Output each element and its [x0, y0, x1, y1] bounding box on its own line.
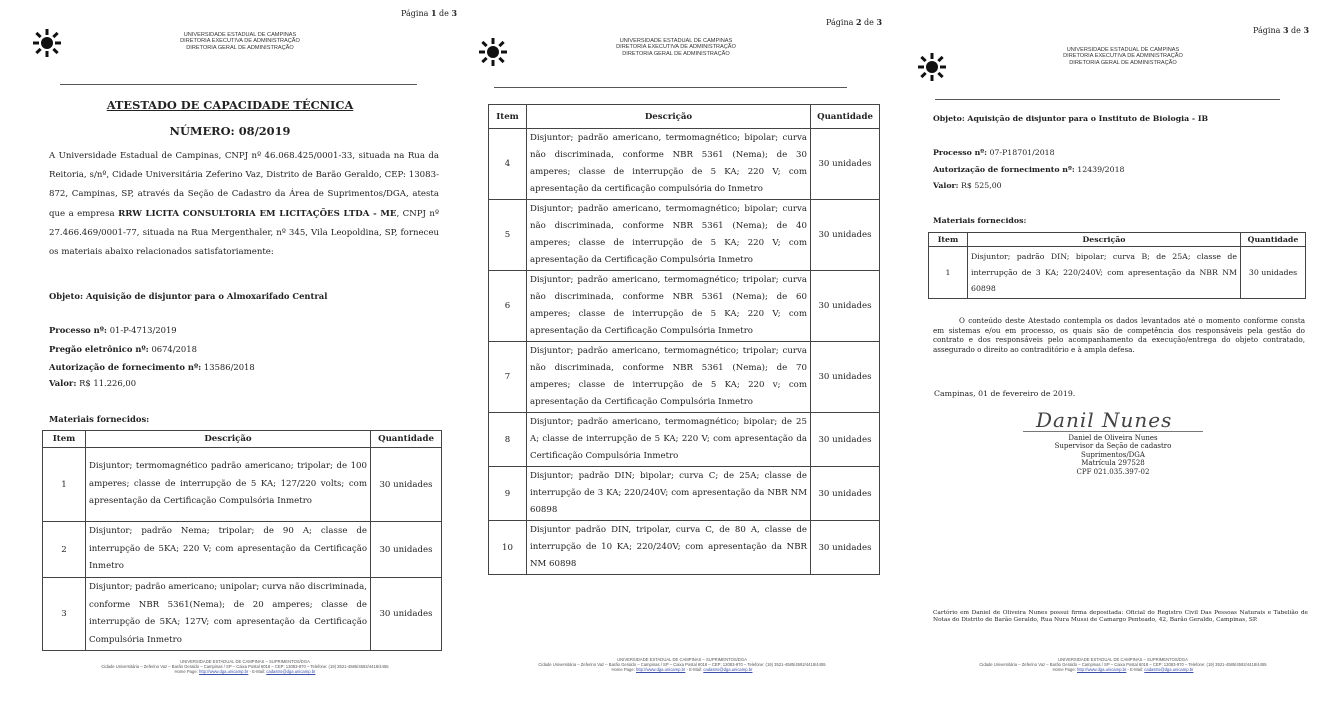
- table-row: [43, 522, 442, 578]
- unicamp-logo-icon: [917, 52, 947, 82]
- autorizacao-line: Autorização de fornecimento nº: 13586/2018: [49, 362, 255, 372]
- table-row: [489, 129, 880, 200]
- row-description: Disjuntor padrão DIN, tripolar, curva C, de 80 A, classe de interrupção de 10 KA; 220/240V; com apresentação da NBR NM 60898: [527, 521, 811, 575]
- page-number: Página 1 de 3: [401, 8, 458, 18]
- row-quantity: 30 unidades: [811, 467, 880, 521]
- cartorio-note: Cartório em Daniel de Oliveira Nunes possui firma depositada: Oficial do Registro Civil Das Pessoas Naturais e Tabelião de Notas do Distrito de Barão Geraldo, Rua Nura Mussi de Camargo Penteado, 42, Barão Geraldo, Campinas, SP.: [933, 610, 1308, 623]
- table-row: [43, 448, 442, 522]
- row-item: 4: [489, 129, 527, 200]
- row-quantity: 30 unidades: [811, 129, 880, 200]
- col-header-descricao: Descrição: [86, 431, 371, 448]
- valor-line: Valor: R$ 525,00: [933, 181, 1002, 190]
- col-header-item: Item: [489, 105, 527, 129]
- col-header-quantidade: Quantidade: [371, 431, 442, 448]
- table-row: [489, 200, 880, 271]
- row-item: 2: [43, 522, 86, 578]
- materials-table: [42, 430, 442, 651]
- table-header-row: [489, 105, 880, 129]
- row-item: 3: [43, 578, 86, 651]
- row-quantity: 30 unidades: [811, 342, 880, 413]
- row-item: 10: [489, 521, 527, 575]
- row-description: Disjuntor; padrão DIN; bipolar; curva B; de 25A; classe de interrupção de 3 KA; 220/240V; com apresentação da NBR NM 60898: [968, 247, 1241, 299]
- objeto-line: Objeto: Aquisição de disjuntor para o Instituto de Biologia - IB: [933, 114, 1209, 123]
- col-header-item: Item: [43, 431, 86, 448]
- objeto-line: Objeto: Aquisição de disjuntor para o Almoxarifado Central: [49, 291, 328, 301]
- row-item: 6: [489, 271, 527, 342]
- row-quantity: 30 unidades: [371, 578, 442, 651]
- row-quantity: 30 unidades: [811, 521, 880, 575]
- footer-email-link[interactable]: cadastro@dga.unicamp.br: [266, 669, 316, 674]
- row-item: 9: [489, 467, 527, 521]
- row-item: 7: [489, 342, 527, 413]
- page-number: Página 2 de 3: [826, 17, 883, 27]
- col-header-item: Item: [929, 233, 968, 247]
- valor-line: Valor: R$ 11.226,00: [49, 378, 137, 388]
- col-header-descricao: Descrição: [527, 105, 811, 129]
- row-description: Disjuntor; termomagnético padrão americano; tripolar; de 100 amperes; classe de interrupção de 5 KA; 127/220 volts; com apresentação da Certificação Compulsória Inmetro: [86, 448, 371, 522]
- handwritten-signature: Danil Nunes: [1036, 408, 1173, 432]
- footer-homepage-link[interactable]: http://www.dga.unicamp.br: [198, 669, 249, 674]
- table-row: [489, 342, 880, 413]
- processo-line: Processo nº: 01-P-4713/2019: [49, 325, 177, 335]
- document-page-1: [0, 0, 460, 700]
- document-page-2: [460, 0, 900, 700]
- institution-header: UNIVERSIDADE ESTADUAL DE CAMPINAS DIRETORIA EXECUTIVA DE ADMINISTRAÇÃO DIRETORIA GERAL DE ADMINISTRAÇÃO: [180, 32, 300, 51]
- row-quantity: 30 unidades: [1241, 247, 1306, 299]
- unicamp-logo-icon: [32, 28, 62, 58]
- table-header-row: [929, 233, 1306, 247]
- row-item: 1: [929, 247, 968, 299]
- row-quantity: 30 unidades: [371, 448, 442, 522]
- row-description: Disjuntor; padrão americano, termomagnético; bipolar; curva não discriminada, conforme NBR 5361 (Nema); de 40 amperes; classe de interrupção de 5 KA; 220 V; com apresentação da Certificação Compulsória Inmetro: [527, 200, 811, 271]
- table-row: [929, 247, 1306, 299]
- table-row: [489, 467, 880, 521]
- row-item: 8: [489, 413, 527, 467]
- row-description: Disjuntor; padrão americano, termomagnético; bipolar; curva não discriminada, conforme NBR 5361 (Nema); de 30 amperes; classe de interrupção de 5 KA; 220 V; com apresentação da certificação compulsória do Inmetro: [527, 129, 811, 200]
- row-description: Disjuntor; padrão americano, termomagnético; tripolar; curva não discriminada, conforme NBR 5361 (Nema); de 70 amperes; classe de interrupção de 5 KA; 220 v; com apresentação da Certificação Compulsória Inmetro: [527, 342, 811, 413]
- intro-paragraph: A Universidade Estadual de Campinas, CNPJ nº 46.068.425/0001-33, situada na Rua da Reitoria, s/nº, Cidade Universitária Zeferino Vaz, Distrito de Barão Geraldo, CEP: 13083-872, Campinas, SP, através da Seção de Cadastro da Área de Suprimentos/DGA, atesta que a empresa RRW LICITA CONSULTORIA EM LICITAÇÕES LTDA - ME, CNPJ nº 27.466.469/0001-77, situada na Rua Mergenthaler, nº 345, Vila Leopoldina, SP, forneceu os materiais abaixo relacionados satisfatoriamente:: [49, 151, 439, 258]
- institution-header: UNIVERSIDADE ESTADUAL DE CAMPINAS DIRETORIA EXECUTIVA DE ADMINISTRAÇÃO DIRETORIA GERAL DE ADMINISTRAÇÃO: [616, 38, 736, 57]
- materials-table: [488, 104, 880, 575]
- row-quantity: 30 unidades: [371, 522, 442, 578]
- col-header-descricao: Descrição: [968, 233, 1241, 247]
- table-row: [489, 521, 880, 575]
- row-item: 5: [489, 200, 527, 271]
- table-header-row: [43, 431, 442, 448]
- pregao-line: Pregão eletrônico nº: 0674/2018: [49, 344, 197, 354]
- footer-homepage-link[interactable]: http://www.dga.unicamp.br: [635, 667, 686, 672]
- materials-table: [928, 232, 1306, 299]
- row-description: Disjuntor; padrão DIN; bipolar; curva C; de 25A; classe de interrupção de 3 KA; 220/240V; com apresentação da NBR NM 60898: [527, 467, 811, 521]
- row-quantity: 30 unidades: [811, 200, 880, 271]
- page-footer: UNIVERSIDADE ESTADUAL DE CAMPINAS – SUPRIMENTOS/DGA Cidade Universitária – Zeferino Vaz – Barão Geraldo – Campinas / SP – Caixa Postal 6018 – CEP: 13083-970 – Telefone: (19) 3521-4585/4592/4418/4455 Home Page: http://www.dga.unicamp.br - E-Mail: cadastro@dga.unicamp.br: [538, 657, 826, 672]
- col-header-quantidade: Quantidade: [1241, 233, 1306, 247]
- header-divider: [935, 99, 1280, 100]
- document-title: ATESTADO DE CAPACIDADE TÉCNICA: [106, 98, 354, 112]
- date-line: Campinas, 01 de fevereiro de 2019.: [934, 389, 1076, 398]
- row-description: Disjuntor; padrão americano, termomagnético; bipolar; de 25 A; classe de interrupção de 5 KA; 220 V; com apresentação da Certificação Compulsória Inmetro: [527, 413, 811, 467]
- page-footer: UNIVERSIDADE ESTADUAL DE CAMPINAS – SUPRIMENTOS/DGA Cidade Universitária – Zeferino Vaz – Barão Geraldo – Campinas / SP – Caixa Postal 6018 – CEP: 13083-970 – Telefone: (19) 3521-4585/4592/4418/4455 Home Page: http://www.dga.unicamp.br - E-Mail: cadastro@dga.unicamp.br: [979, 657, 1267, 672]
- row-description: Disjuntor; padrão Nema; tripolar; de 90 A; classe de interrupção de 5KA; 220 V; com apresentação da Certificação Inmetro: [86, 522, 371, 578]
- materiais-label: Materiais fornecidos:: [49, 414, 150, 424]
- signature-block: Daniel de Oliveira Nunes Supervisor da Seção de cadastro Suprimentos/DGA Matrícula 297528 CPF 021.035.397-02: [1054, 434, 1172, 476]
- col-header-quantidade: Quantidade: [811, 105, 880, 129]
- unicamp-logo-icon: [478, 37, 508, 67]
- row-description: Disjuntor; padrão americano, termomagnético; tripolar; curva não discriminada, conforme NBR 5361 (Nema); de 60 amperes; classe de interrupção de 5 KA; 220 V; com apresentação da Certificação Compulsória Inmetro: [527, 271, 811, 342]
- document-number: NÚMERO: 08/2019: [169, 124, 291, 138]
- signature-divider: [1023, 431, 1203, 432]
- row-quantity: 30 unidades: [811, 271, 880, 342]
- row-item: 1: [43, 448, 86, 522]
- header-divider: [494, 87, 847, 88]
- footer-email-link[interactable]: cadastro@dga.unicamp.br: [703, 667, 753, 672]
- table-row: [43, 578, 442, 651]
- page-footer: UNIVERSIDADE ESTADUAL DE CAMPINAS – SUPRIMENTOS/DGA Cidade Universitária – Zeferino Vaz – Barão Geraldo – Campinas / SP – Caixa Postal 6018 – CEP: 13083-970 – Telefone: (19) 3521-4585/4592/4418/4455 Home Page: http://www.dga.unicamp.br - E-Mail: cadastro@dga.unicamp.br: [101, 659, 389, 674]
- institution-header: UNIVERSIDADE ESTADUAL DE CAMPINAS DIRETORIA EXECUTIVA DE ADMINISTRAÇÃO DIRETORIA GERAL DE ADMINISTRAÇÃO: [1063, 47, 1183, 66]
- row-description: Disjuntor; padrão americano; unipolar; curva não discriminada, conforme NBR 5361(Nema); de 20 amperes; classe de interrupção de 5KA; 127V; com apresentação da Certificação Compulsória Inmetro: [86, 578, 371, 651]
- document-page-3: [903, 0, 1343, 700]
- footer-homepage-link[interactable]: http://www.dga.unicamp.br: [1076, 667, 1127, 672]
- page-number: Página 3 de 3: [1253, 25, 1310, 35]
- processo-line: Processo nº: 07-P18701/2018: [933, 148, 1055, 157]
- header-divider: [60, 84, 417, 85]
- closing-paragraph: O conteúdo deste Atestado contempla os dados levantados até o momento conforme consta em sistemas e/ou em processo, os quais são de competência dos responsáveis pela gestão do contrato e dos responsáveis pelo acompanhamento da execução/entrega do objeto contratado, assegurado o direito ao contraditório e à ampla defesa.: [933, 316, 1305, 354]
- materiais-label: Materiais fornecidos:: [933, 216, 1027, 225]
- footer-email-link[interactable]: cadastro@dga.unicamp.br: [1144, 667, 1194, 672]
- table-row: [489, 413, 880, 467]
- table-row: [489, 271, 880, 342]
- row-quantity: 30 unidades: [811, 413, 880, 467]
- autorizacao-line: Autorização de fornecimento nº: 12439/2018: [933, 165, 1125, 174]
